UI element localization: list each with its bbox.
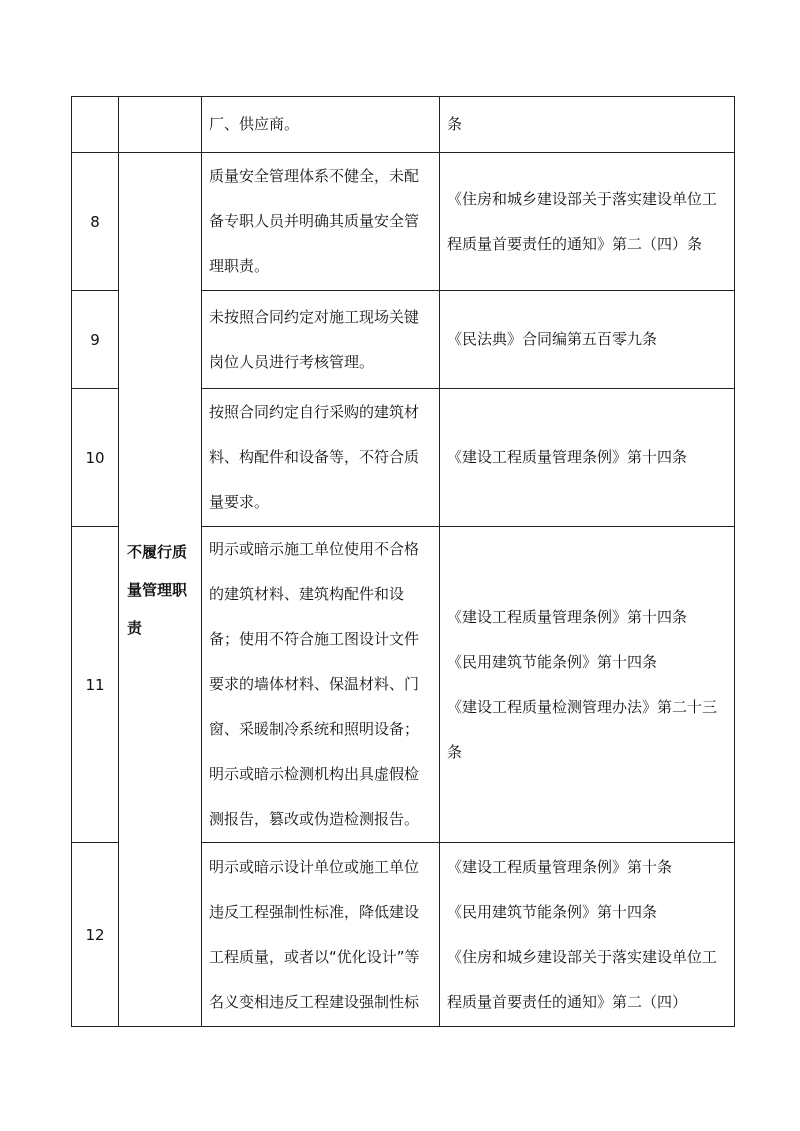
category-cell-empty bbox=[119, 97, 202, 153]
legal-basis: 《建设工程质量管理条例》第十四条 bbox=[440, 389, 735, 527]
row-number: 12 bbox=[72, 843, 119, 1027]
category-label: 不履行质量管理职责 bbox=[127, 542, 188, 637]
category-cell bbox=[119, 153, 202, 1027]
legal-basis: 《建设工程质量管理条例》第十条 《民用建筑节能条例》第十四条 《住房和城乡建设部关于落实建设单位工程质量首要责任的通知》第二（四） bbox=[440, 843, 735, 1027]
legal-basis: 《建设工程质量管理条例》第十四条 《民用建筑节能条例》第十四条 《建设工程质量检测管理办法》第二十三条 bbox=[440, 527, 735, 843]
legal-basis: 《民法典》合同编第五百零九条 bbox=[440, 291, 735, 389]
violation-description: 明示或暗示施工单位使用不合格的建筑材料、建筑构配件和设备；使用不符合施工图设计文件要求的墙体材料、保温材料、门窗、采暖制冷系统和照明设备；明示或暗示检测机构出具虚假检测报告，篡改或伪造检测报告。 bbox=[202, 527, 440, 843]
row-number: 11 bbox=[72, 527, 119, 843]
violation-description: 明示或暗示设计单位或施工单位违反工程强制性标准，降低建设工程质量，或者以“优化设计”等名义变相违反工程建设强制性标 bbox=[202, 843, 440, 1027]
legal-basis: 《住房和城乡建设部关于落实建设单位工程质量首要责任的通知》第二（四）条 bbox=[440, 153, 735, 291]
row-number bbox=[72, 97, 119, 153]
row-number: 9 bbox=[72, 291, 119, 389]
violation-description: 厂、供应商。 bbox=[202, 97, 440, 153]
regulation-table bbox=[71, 96, 735, 1027]
violation-description: 未按照合同约定对施工现场关键岗位人员进行考核管理。 bbox=[202, 291, 440, 389]
table-row bbox=[72, 153, 735, 291]
row-number: 10 bbox=[72, 389, 119, 527]
violation-description: 质量安全管理体系不健全，未配备专职人员并明确其质量安全管理职责。 bbox=[202, 153, 440, 291]
legal-basis: 条 bbox=[440, 97, 735, 153]
row-number: 8 bbox=[72, 153, 119, 291]
table-row bbox=[72, 97, 735, 153]
violation-description: 按照合同约定自行采购的建筑材料、构配件和设备等，不符合质量要求。 bbox=[202, 389, 440, 527]
